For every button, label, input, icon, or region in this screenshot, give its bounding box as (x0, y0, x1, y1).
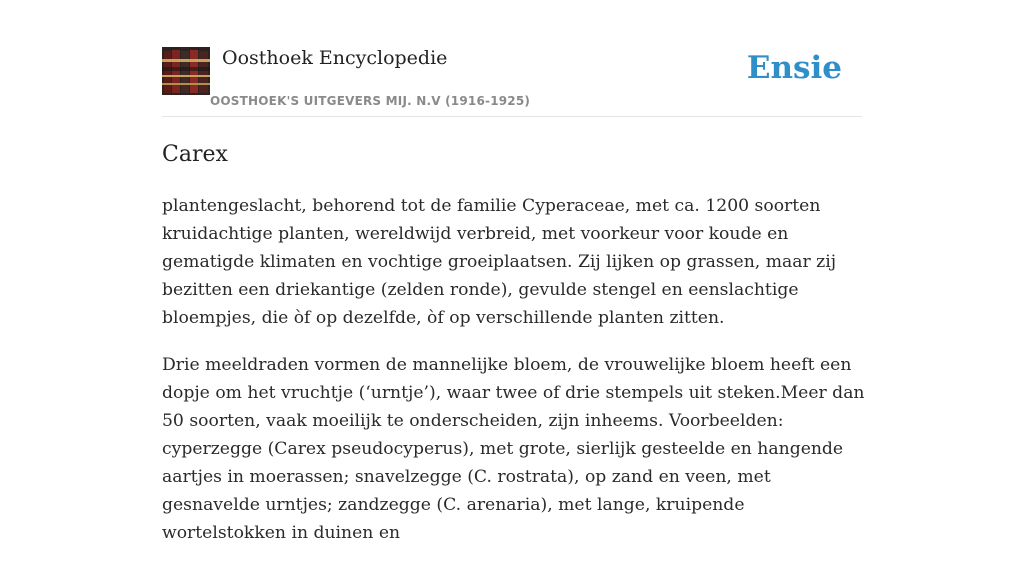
source-avatar[interactable] (162, 47, 210, 95)
publisher-label: OOSTHOEK'S UITGEVERS MIJ. N.V (1916-1925) (210, 94, 531, 108)
article-body (162, 192, 866, 566)
source-header (162, 46, 862, 117)
book-spines-icon (162, 47, 210, 95)
ensie-logo[interactable]: Ensie (746, 50, 842, 86)
article-title: Carex (162, 142, 228, 167)
article-paragraph: Drie meeldraden vormen de mannelijke bloem, de vrouwelijke bloem heeft een dopje om het vruchtje (‘urntje’), waar twee of drie stempels uit steken.Meer dan 50 soorten, vaak moeilijk te onderscheiden, zijn inheems. Voorbeelden: cyperzegge (Carex pseudocyperus), met grote, sierlijk gesteelde en hangende aartjes in moerassen; snavelzegge (C. rostrata), op zand en veen, met gesnavelde urntjes; zandzegge (C. arenaria), met lange, kruipende wortelstokken in duinen en (162, 355, 865, 543)
source-title[interactable]: Oosthoek Encyclopedie (222, 47, 448, 69)
article-paragraph: plantengeslacht, behorend tot de familie Cyperaceae, met ca. 1200 soorten kruidachtige planten, wereldwijd verbreid, met voorkeur voor koude en gematigde klimaten en vochtige groeiplaatsen. Zij lijken op grassen, maar zij bezitten een driekantige (zelden ronde), gevulde stengel en eenslachtige bloempjes, die òf op dezelfde, òf op verschillende planten zitten. (162, 196, 837, 328)
